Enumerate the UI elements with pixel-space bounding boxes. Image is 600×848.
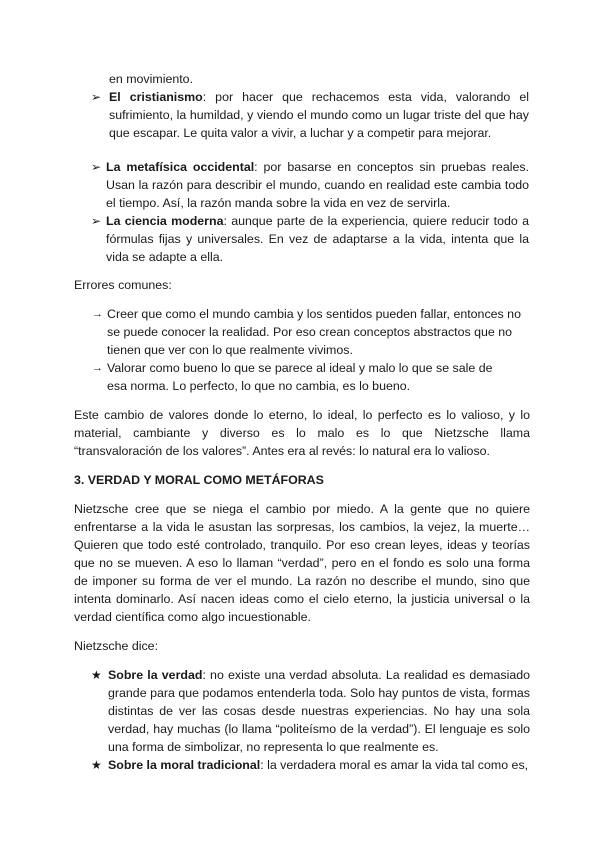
- ciencia-term: La ciencia moderna: [106, 214, 224, 228]
- ciencia-item: [106, 212, 529, 266]
- nietzsche-dice-label: Nietzsche dice:: [74, 639, 159, 653]
- error-item-2: Valorar como bueno lo que se parece al ideal y malo lo que se sale de esa norma. Lo perfecto, lo que no cambia, es lo bueno.: [107, 361, 493, 393]
- metafisica-term: La metafísica occidental: [106, 160, 255, 174]
- moral-item: [108, 756, 530, 774]
- transvaloracion-paragraph: Este cambio de valores donde lo eterno, lo ideal, lo perfecto es lo valioso, y lo material, cambiante y diverso es lo malo es lo que Nietzsche llama “transvaloración de los valores”. Antes era al revés: lo natural era lo valioso.: [74, 408, 530, 458]
- section-3-title: 3. VERDAD Y MORAL COMO METÁFORAS: [74, 473, 324, 487]
- metafisica-body: : por basarse en conceptos sin pruebas reales. Usan la razón para describir el mundo, cuando en realidad este cambia todo el tiempo. Así, la razón manda sobre la vida en vez de servirla.: [106, 160, 529, 210]
- cristianismo-term: El cristianismo: [109, 90, 203, 104]
- right-arrow-icon: →: [92, 362, 103, 374]
- nietzsche-paragraph: Nietzsche cree que se niega el cambio por miedo. A la gente que no quiere enfrentarse a la vida le asustan las sorpresas, los cambios, la vejez, la muerte… Quieren que todo esté controlado, tranquilo. Por eso crean leyes, ideas y teorías que no se mueven. A eso lo llaman “verdad”, pero en el fondo es solo una forma de imponer su forma de ver el mundo. La razón no describe el mundo, sino que intenta dominarlo. Así nacen ideas como el cielo eterno, la justicia universal o la verdad científica como algo incuestionable.: [74, 502, 530, 624]
- right-arrow-icon: →: [92, 308, 103, 320]
- cristianismo-item: [109, 88, 529, 142]
- error-item-1: Creer que como el mundo cambia y los sentidos pueden fallar, entonces no se puede conocer la realidad. Por eso crean conceptos abstractos que no tienen que ver con lo que realmente vivimos.: [107, 307, 521, 357]
- arrowhead-bullet-icon: ➢: [91, 90, 102, 104]
- moral-term: Sobre la moral tradicional: [108, 758, 261, 772]
- verdad-body: : no existe una verdad absoluta. La realidad es demasiado grande para que podamos entenderla toda. Solo hay puntos de vista, formas distintas de ver las cosas desde nuestras experiencias. No hay una sola verdad, hay muchas (lo llama “politeísmo de la verdad”). El lenguaje es solo una forma de simbolizar, no representa lo que realmente es.: [108, 668, 531, 754]
- arrowhead-bullet-icon: ➢: [91, 214, 102, 228]
- arrowhead-bullet-icon: ➢: [91, 160, 102, 174]
- verdad-term: Sobre la verdad: [108, 668, 203, 682]
- moral-body: : la verdadera moral es amar la vida tal como es,: [260, 758, 529, 772]
- continuation-line: en movimiento.: [109, 72, 194, 86]
- star-bullet-icon: ★: [91, 758, 102, 772]
- errores-heading: Errores comunes:: [74, 278, 172, 292]
- verdad-item: [108, 666, 530, 756]
- metafisica-item: [106, 158, 529, 212]
- cristianismo-body: : por hacer que rechacemos esta vida, valorando el sufrimiento, la humildad, y viendo el mundo como un lugar triste del que hay que escapar. Le quita valor a vivir, a luchar y a competir para mejorar.: [109, 90, 529, 140]
- star-bullet-icon: ★: [91, 668, 102, 682]
- ciencia-body: : aunque parte de la experiencia, quiere reducir todo a fórmulas fijas y universales. En vez de adaptarse a la vida, intenta que la vida se adapte a ella.: [106, 214, 529, 264]
